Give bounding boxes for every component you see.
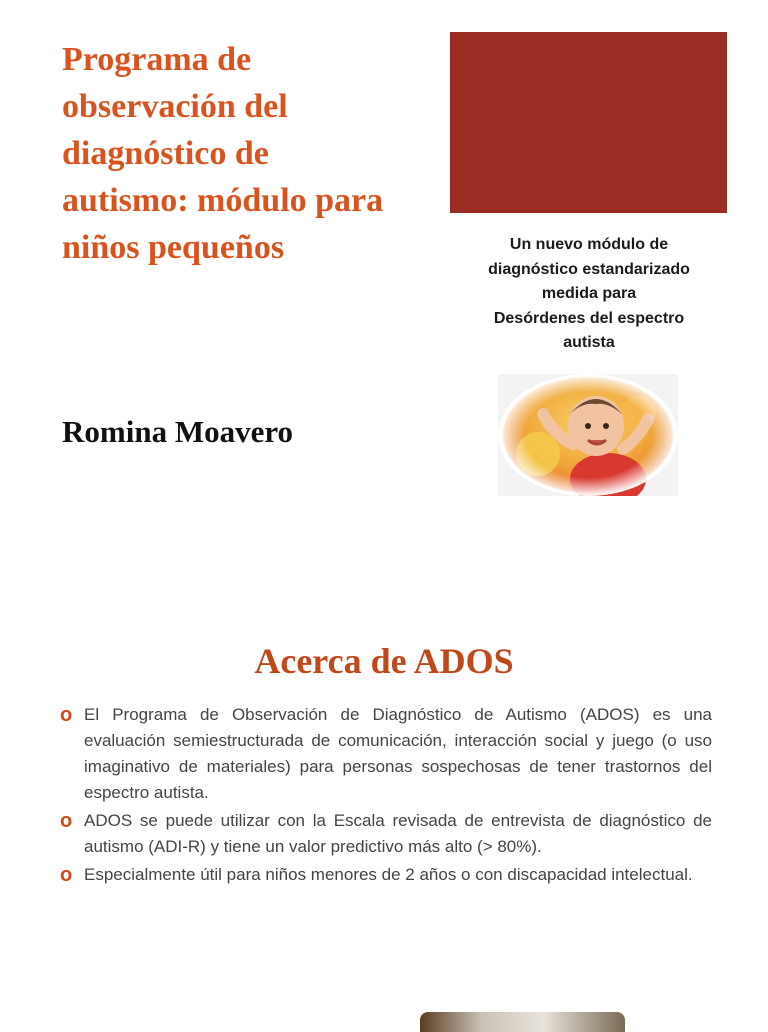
subtitle-line: Desórdenes del espectro <box>493 309 685 327</box>
subtitle-block <box>455 233 723 356</box>
bullet-list <box>60 702 712 890</box>
subtitle-line: diagnóstico estandarizado <box>488 260 690 278</box>
subtitle-line: autista <box>563 334 615 351</box>
baby-photo <box>498 374 678 496</box>
bullet-text: ADOS se puede utilizar con la Escala revisada de entrevista de diagnóstico de autismo (ADI-R) y tiene un valor predictivo más alto (> 80%). <box>84 811 712 856</box>
bullet-marker: o <box>60 864 73 886</box>
bullet-marker: o <box>60 704 73 726</box>
section-heading: Acerca de ADOS <box>254 641 514 681</box>
bullet-marker: o <box>60 810 73 832</box>
list-item <box>60 702 712 806</box>
list-item <box>60 808 712 860</box>
author-name: Romina Moavero <box>62 414 294 449</box>
document-title: Programa de observación del diagnóstico de autismo: módulo para niños pequeños <box>62 41 384 266</box>
list-item <box>60 862 712 888</box>
accent-block <box>450 32 727 213</box>
bullet-text: Especialmente útil para niños menores de 2 años o con discapacidad intelectual. <box>84 865 693 884</box>
subtitle-line: Un nuevo módulo de <box>509 236 669 253</box>
baby-photo-illustration <box>498 374 678 496</box>
subtitle-line: medida para <box>541 285 637 302</box>
bottom-photo-edge <box>420 1012 625 1032</box>
bullet-text: El Programa de Observación de Diagnóstico de Autismo (ADOS) es una evaluación semiestructurada de comunicación, interacción social y juego (o uso imaginativo de materiales) para personas sospechosas de tener trastornos del espectro autista. <box>84 705 712 802</box>
